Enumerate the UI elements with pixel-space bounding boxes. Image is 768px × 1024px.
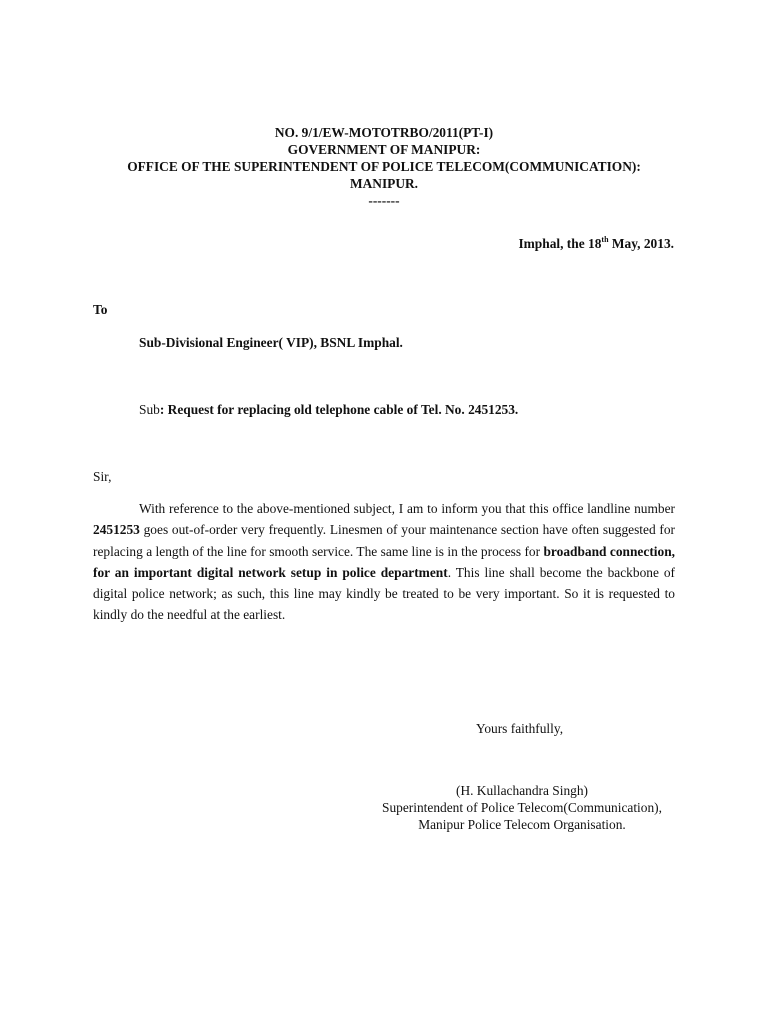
subject-label: Sub xyxy=(139,402,160,417)
subject-text: : Request for replacing old telephone cable of Tel. No. 2451253. xyxy=(159,402,519,417)
body-landline-number: 2451253 xyxy=(93,522,140,538)
signatory-designation: Superintendent of Police Telecom(Communication), xyxy=(382,800,662,815)
addressee: Sub-Divisional Engineer( VIP), BSNL Imphal. xyxy=(139,335,403,350)
government-name: GOVERNMENT OF MANIPUR: xyxy=(287,142,481,157)
date-rest: May, 2013. xyxy=(608,236,674,251)
body-part-2: goes out-of-order very frequently. Linesmen of your maintenance section have often suggested for replacing a length of the line for smooth service. The same line is in the process for xyxy=(93,522,675,559)
body-part-3: . This line shall become the backbone of digital police network; as such, this line may kindly be treated to be very important. So it is requested to kindly do the needful at the earliest. xyxy=(93,564,675,623)
state-name: MANIPUR. xyxy=(349,176,419,191)
letter-body xyxy=(93,498,675,626)
letter-header xyxy=(0,124,768,209)
body-bold-phrase: broadband connection, for an important digital network setup in police department xyxy=(93,543,675,580)
signature-block xyxy=(372,782,672,833)
office-name: OFFICE OF THE SUPERINTENDENT OF POLICE TELECOM(COMMUNICATION): xyxy=(127,159,641,174)
salutation: Sir, xyxy=(93,469,112,484)
date-prefix: Imphal, the 18 xyxy=(518,236,602,251)
reference-number: NO. 9/1/EW-MOTOTRBO/2011(PT-I) xyxy=(274,125,494,140)
date-ordinal-suffix: th xyxy=(601,235,609,244)
closing: Yours faithfully, xyxy=(476,721,564,736)
body-part-1: With reference to the above-mentioned subject, I am to inform you that this office landline number xyxy=(139,501,675,516)
signatory-name: (H. Kullachandra Singh) xyxy=(455,783,588,798)
letter-date xyxy=(518,236,674,252)
to-label: To xyxy=(93,302,108,317)
signatory-organisation: Manipur Police Telecom Organisation. xyxy=(418,817,626,832)
subject-line xyxy=(139,402,518,418)
header-separator: ------- xyxy=(368,193,400,208)
